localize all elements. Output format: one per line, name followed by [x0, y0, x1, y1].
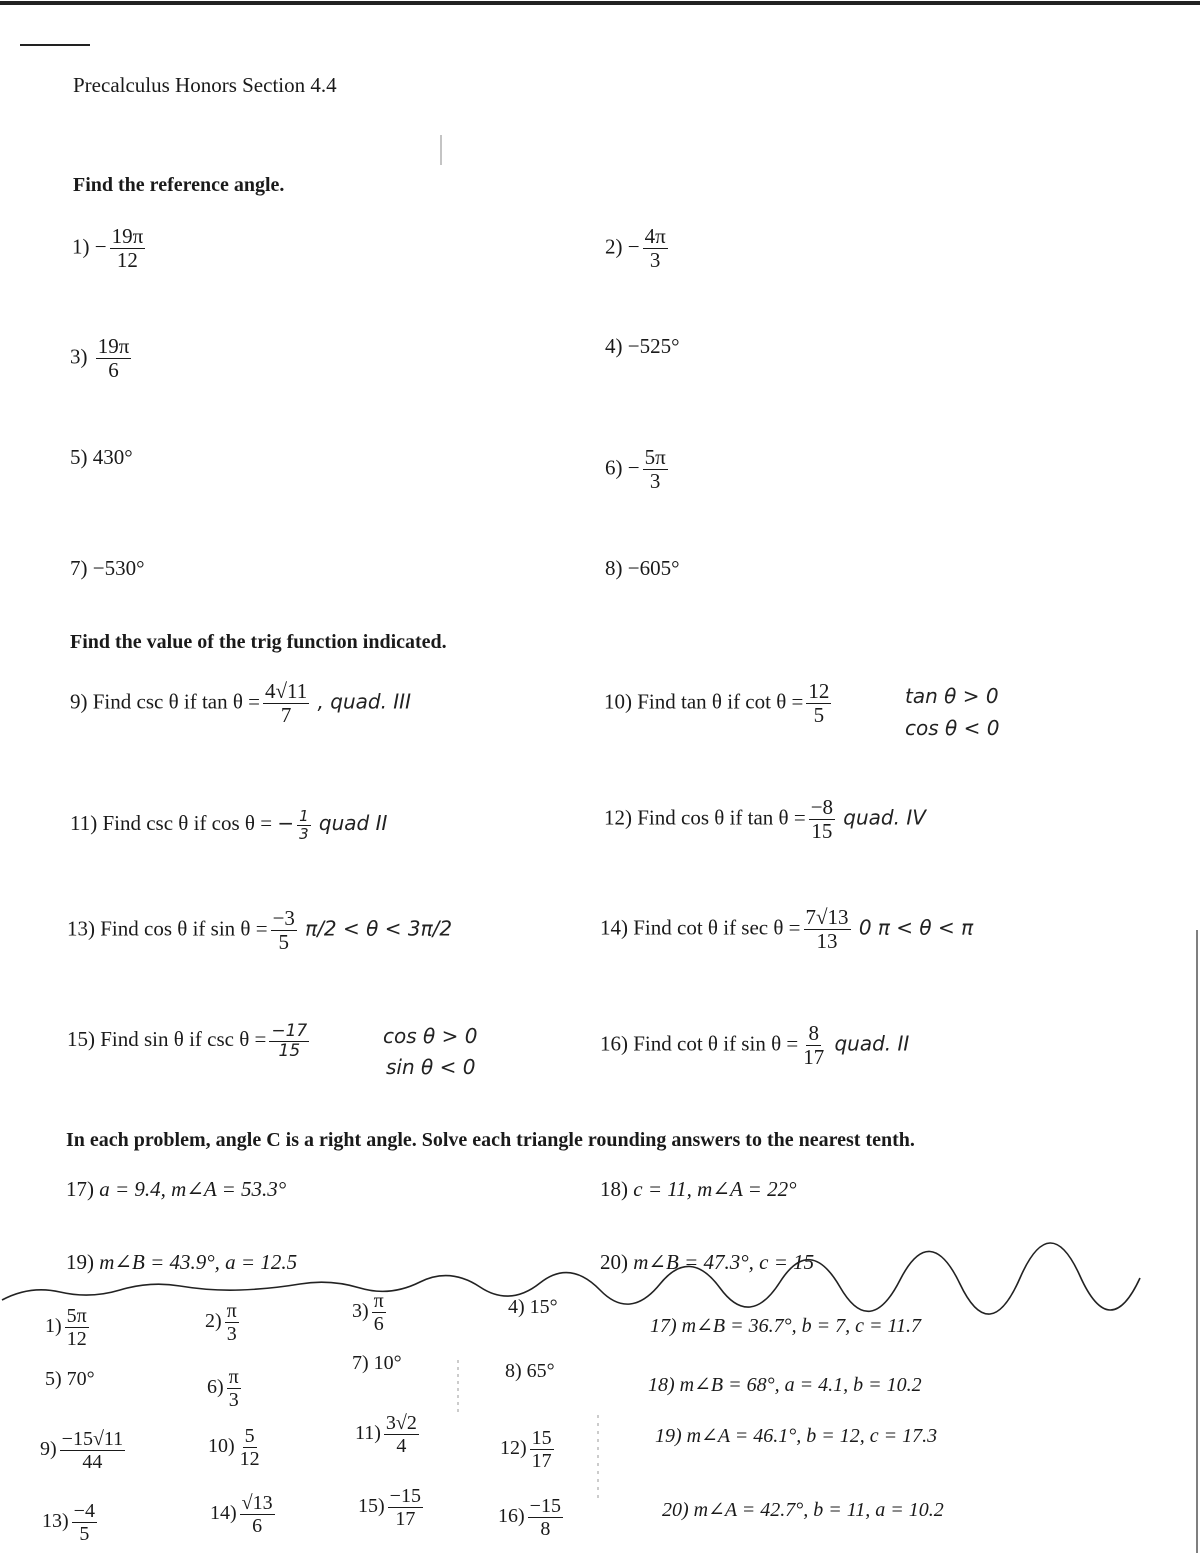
handwritten-note: cos θ > 0 [383, 1024, 478, 1048]
problem-16: 16) Find cot θ if sin θ = $\frac{8}{17}$ quad. II [600, 1021, 910, 1070]
problem-19: 19) m∠B = 43.9°, a = 12.5 [66, 1250, 298, 1274]
problem-6: 6) − $\frac{5\pi}{3}$ [605, 445, 666, 494]
handwritten-note: tan θ > 0 [905, 684, 999, 708]
answer-1: 1) $\frac{5\pi}{12}$ [45, 1305, 87, 1350]
handwritten-note: 0 π < θ < π [858, 915, 974, 940]
answer-13: 13) $\frac{-4}{5}$ [42, 1500, 95, 1545]
answer-5: 5) 70° [45, 1368, 95, 1390]
answer-18: 18) m∠B = 68°, a = 4.1, b = 10.2 [648, 1374, 922, 1396]
handwritten-note: , quad. III [317, 689, 411, 714]
problem-2: 2) − $\frac{4\pi}{3}$ [605, 224, 666, 273]
problem-17: 17) a = 9.4, m∠A = 53.3° [66, 1177, 287, 1201]
answer-15: 15) $\frac{-15}{17}$ [358, 1485, 421, 1530]
problem-3: 3) $\frac{19\pi}{6}$ [70, 334, 130, 383]
answer-8: 8) 65° [505, 1360, 555, 1382]
problem-1: 1) − $\frac{19\pi}{12}$ [72, 224, 144, 273]
answer-3: 3) $\frac{\pi}{6}$ [352, 1290, 384, 1335]
section-heading-reference-angle: Find the reference angle. [73, 174, 285, 196]
handwritten-note: π/2 < θ < 3π/2 [305, 916, 453, 941]
answer-16: 16) $\frac{-15}{8}$ [498, 1495, 561, 1540]
problem-9: 9) Find csc θ if tan θ = $\frac{4√11}{7}$ , quad. III [70, 679, 411, 728]
problem-12: 12) Find cos θ if tan θ = $\frac{-8}{15}$ quad. IV [604, 795, 926, 844]
handwritten-note: sin θ < 0 [386, 1055, 476, 1079]
problem-4: 4) −525° [605, 334, 680, 358]
answer-6: 6) $\frac{\pi}{3}$ [207, 1366, 239, 1411]
problem-8: 8) −605° [605, 556, 680, 580]
answer-2: 2) $\frac{\pi}{3}$ [205, 1300, 237, 1345]
problem-7: 7) −530° [70, 556, 145, 580]
answer-9: 9) $\frac{-15√11}{44}$ [40, 1428, 124, 1473]
answer-11: 11) $\frac{3√2}{4}$ [355, 1412, 417, 1457]
problem-5: 5) 430° [70, 445, 133, 469]
problem-15: 15) Find sin θ if csc θ = $\frac{-17}{15}$ [67, 1021, 308, 1061]
answer-19: 19) m∠A = 46.1°, b = 12, c = 17.3 [655, 1425, 938, 1447]
answer-17: 17) m∠B = 36.7°, b = 7, c = 11.7 [650, 1315, 921, 1337]
problem-13: 13) Find cos θ if sin θ = $\frac{-3}{5}$ π/2 < θ < 3π/2 [67, 906, 453, 955]
answer-20: 20) m∠A = 42.7°, b = 11, a = 10.2 [662, 1499, 944, 1521]
problem-18: 18) c = 11, m∠A = 22° [600, 1177, 797, 1201]
answer-7: 7) 10° [352, 1352, 402, 1374]
handwritten-note: quad. IV [843, 805, 926, 830]
answer-4: 4) 15° [508, 1296, 558, 1318]
answer-10: 10) $\frac{5}{12}$ [208, 1425, 260, 1470]
page-title: Precalculus Honors Section 4.4 [73, 73, 337, 97]
handwritten-note: quad. II [834, 1031, 910, 1056]
handwritten-note: quad II [318, 810, 388, 835]
answer-14: 14) $\frac{√13}{6}$ [210, 1492, 273, 1537]
problem-11: 11) Find csc θ if cos θ = − $\frac{1}{3}$ quad II [70, 807, 388, 843]
section-heading-right-triangles: In each problem, angle C is a right angle. Solve each triangle rounding answers to the nearest tenth. [66, 1129, 915, 1151]
answer-12: 12) $\frac{15}{17}$ [500, 1427, 552, 1472]
section-heading-trig-value: Find the value of the trig function indicated. [70, 631, 447, 653]
problem-10: 10) Find tan θ if cot θ = $\frac{12}{5}$ [604, 679, 830, 728]
handwritten-note: cos θ < 0 [905, 716, 1000, 740]
problem-20: 20) m∠B = 47.3°, c = 15 [600, 1250, 815, 1274]
problem-14: 14) Find cot θ if sec θ = $\frac{7√13}{13}$ 0 π < θ < π [600, 905, 974, 954]
